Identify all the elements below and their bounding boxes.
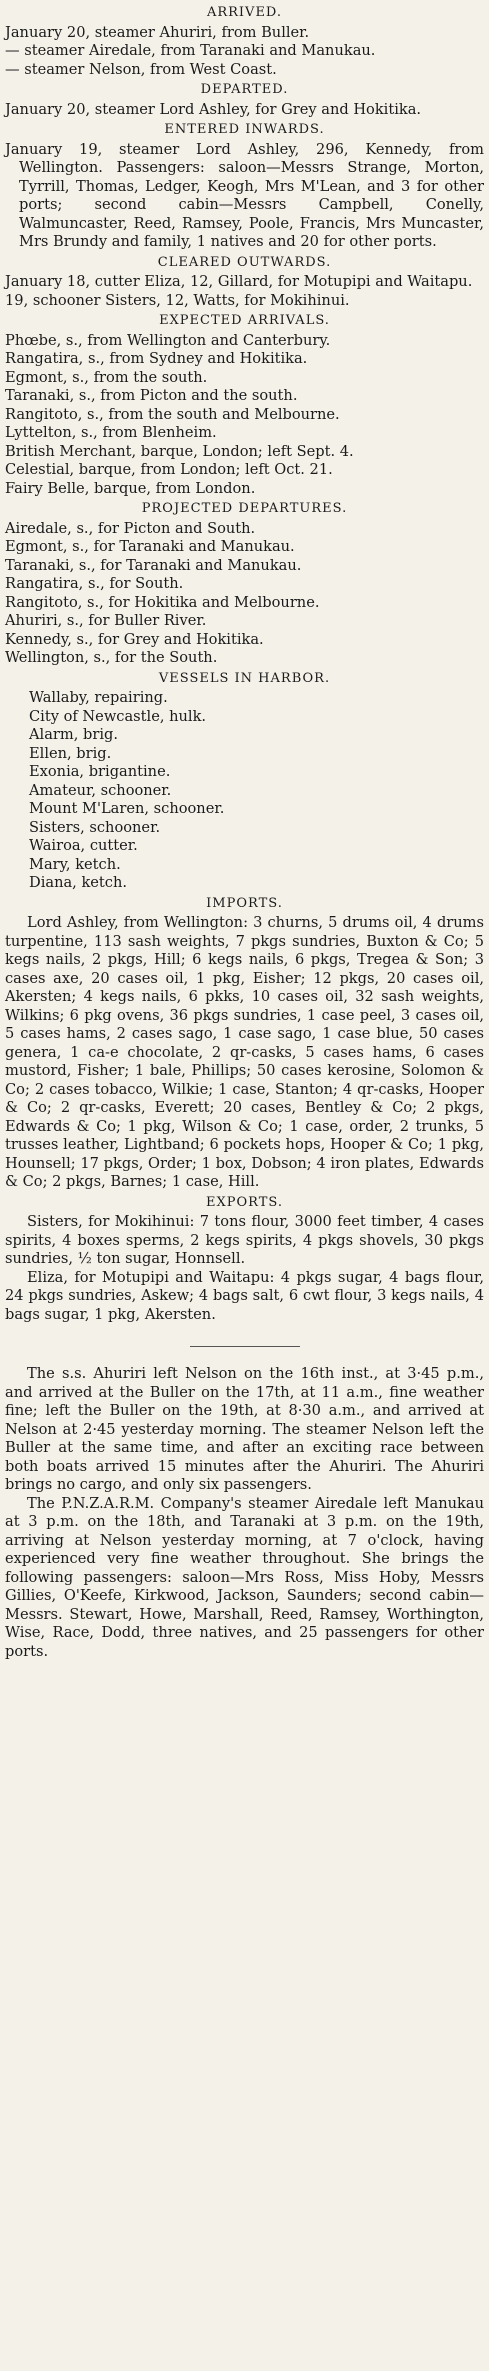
vessel-entry: Mount M'Laren, schooner. bbox=[29, 800, 225, 817]
exports-entry: Eliza, for Motupipi and Waitapu: 4 pkgs sugar, 4 bags flour, 24 pkgs sundries, Askew; 4 bags salt, 6 cwt flour, 3 kegs nails, 4 bags sugar, 1 pkg, Akersten. bbox=[5, 1268, 484, 1323]
section-heading: VESSELS IN HARBOR. bbox=[158, 670, 331, 686]
section-heading: ARRIVED. bbox=[206, 5, 283, 20]
imports-entry: Lord Ashley, from Wellington: 3 churns, 5 drums oil, 4 drums turpentine, 113 sash weights, 7 pkgs sundries, Buxton & Co; 5 kegs nails, 2 pkgs, Hill; 6 kegs nails, 6 pkgs, Tregea & Son; 3 cases axe, 20 cases oil, 1 pkg, Eisher; 12 pkgs, 20 cases oil, Akersten; 4 kegs nails, 6 pkks, 10 cases oil, 32 sash weights, Wilkins; 6 pkg ovens, 36 pkgs sundries, 1 case peel, 3 cases oil, 5 cases hams, 2 cases sago, 1 case sago, 1 case blue, 50 cases genera, 1 ca-e chocolate, 2 qr-casks, 5 cases hams, 6 cases mustord, Fisher; 1 bale, Phillips; 50 cases kerosine, Solomon & Co; 2 cases tobacco, Wilkie; 1 case, Stanton; 4 qr-casks, Hooper & Co; 2 qr-casks, Everett; 20 cases, Bentley & Co; 2 pkgs, Edwards & Co; 1 pkg, Wilson & Co; 1 case, order, 2 trunks, 5 trusses leather, Lightband; 6 pockets hops, Hooper & Co; 1 pkg, Hounsell; 17 pkgs, Order; 1 box, Dobson; 4 iron plates, Edwards & Co; 2 pkgs, Barnes; 1 case, Hill. bbox=[5, 914, 484, 1190]
projected-entry: Ahuriri, s., for Buller River. bbox=[5, 612, 207, 629]
section-heading: EXPECTED ARRIVALS. bbox=[159, 313, 330, 328]
expected-entry: Fairy Belle, barque, from London. bbox=[5, 479, 256, 497]
section-projected-departures bbox=[5, 500, 484, 668]
section-imports bbox=[5, 895, 484, 1192]
news-paragraph: The P.N.Z.A.R.M. Company's steamer Airedale left Manukau at 3 p.m. on the 18th, and Taranaki at 3 p.m. on the 19th, arriving at Nelson yesterday morning, at 7 o'clock, having experienced very fine weather throughout. She brings the following passengers: saloon—Mrs Ross, Miss Hoby, Messrs Gillies, O'Keefe, Kirkwood, Jackson, Saunders; second cabin—Messrs. Stewart, Howe, Marshall, Reed, Ramsey, Worthington, Wise, Race, Dodd, three natives, and 25 passengers for other ports. bbox=[5, 1494, 484, 1660]
projected-entry: Wellington, s., for the South. bbox=[5, 649, 218, 666]
arrival-entry: January 20, steamer Ahuriri, from Buller. bbox=[5, 23, 310, 41]
section-heading: DEPARTED. bbox=[200, 82, 289, 97]
section-heading: CLEARED OUTWARDS. bbox=[157, 254, 332, 270]
vessel-entry: Wallaby, repairing. bbox=[29, 689, 168, 706]
cleared-entry: January 18, cutter Eliza, 12, Gillard, for Motupipi and Waitapu. bbox=[5, 273, 473, 290]
projected-entry: Egmont, s., for Taranaki and Manukau. bbox=[5, 538, 295, 555]
vessel-entry: Ellen, brig. bbox=[29, 744, 112, 762]
exports-entry: Sisters, for Mokihinui: 7 tons flour, 3000 feet timber, 4 cases spirits, 4 boxes sperms, 2 kegs spirits, 4 pkgs shovels, 30 pkgs sundries, ½ ton sugar, Honnsell. bbox=[5, 1213, 484, 1267]
vessel-entry: Sisters, schooner. bbox=[29, 818, 161, 836]
expected-entry: Celestial, barque, from London; left Oct. 21. bbox=[5, 461, 333, 478]
expected-entry: Egmont, s., from the south. bbox=[5, 368, 208, 386]
expected-entry: British Merchant, barque, London; left Sept. 4. bbox=[5, 442, 354, 460]
section-divider bbox=[190, 1346, 300, 1347]
vessel-entry: Alarm, brig. bbox=[29, 726, 118, 743]
expected-entry: Rangatira, s., from Sydney and Hokitika. bbox=[5, 350, 308, 367]
news-paragraph: The s.s. Ahuriri left Nelson on the 16th inst., at 3·45 p.m., and arrived at the Buller on the 17th, at 11 a.m., fine weather fine; left the Buller on the 19th, at 8·30 a.m., and arrived at Nelson at 2·45 yesterday morning. The steamer Nelson left the Buller at the same time, and after an exciting race between both boats arrived 15 minutes after the Ahuriri. The Ahuriri brings no cargo, and only six passengers. bbox=[5, 1365, 484, 1493]
section-expected-arrivals bbox=[5, 312, 484, 498]
projected-entry: Rangitoto, s., for Hokitika and Melbourne. bbox=[5, 593, 320, 611]
projected-entry: Airedale, s., for Picton and South. bbox=[5, 519, 256, 537]
section-entered-inwards bbox=[5, 121, 484, 252]
section-heading: PROJECTED DEPARTURES. bbox=[141, 501, 348, 516]
vessel-entry: Mary, ketch. bbox=[29, 855, 121, 873]
arrival-entry: — steamer Nelson, from West Coast. bbox=[5, 60, 277, 78]
expected-entry: Phœbe, s., from Wellington and Canterbury. bbox=[5, 331, 331, 349]
section-arrived bbox=[5, 4, 484, 79]
expected-entry: Lyttelton, s., from Blenheim. bbox=[5, 424, 217, 441]
section-exports bbox=[5, 1194, 484, 1325]
departure-entry: January 20, steamer Lord Ashley, for Grey and Hokitika. bbox=[5, 100, 422, 118]
vessel-entry: Exonia, brigantine. bbox=[29, 763, 171, 780]
section-cleared-outwards bbox=[5, 254, 484, 311]
section-vessels-in-harbor bbox=[5, 670, 484, 893]
vessel-entry: Wairoa, cutter. bbox=[29, 837, 138, 854]
projected-entry: Taranaki, s., for Taranaki and Manukau. bbox=[5, 556, 302, 574]
projected-entry: Kennedy, s., for Grey and Hokitika. bbox=[5, 630, 264, 648]
vessel-entry: Diana, ketch. bbox=[29, 874, 128, 891]
section-heading: ENTERED INWARDS. bbox=[164, 122, 325, 137]
projected-entry: Rangatira, s., for South. bbox=[5, 575, 184, 592]
expected-entry: Taranaki, s., from Picton and the south. bbox=[5, 387, 298, 404]
cleared-entry: 19, schooner Sisters, 12, Watts, for Mokihinui. bbox=[5, 291, 350, 309]
entered-entry: January 19, steamer Lord Ashley, 296, Kennedy, from Wellington. Passengers: saloon—Messrs Strange, Morton, Tyrrill, Thomas, Ledger, Keogh, Mrs M'Lean, and 3 for other ports; second cabin—Messrs Campbell, Conelly, Walmuncaster, Reed, Ramsey, Poole, Francis, Mrs Muncaster, Mrs Brundy and family, 1 natives and 20 for other ports. bbox=[5, 140, 484, 250]
section-heading: IMPORTS. bbox=[206, 895, 283, 911]
section-departed bbox=[5, 81, 484, 119]
arrival-entry: — steamer Airedale, from Taranaki and Manukau. bbox=[5, 42, 376, 59]
section-shipping-news bbox=[5, 1365, 484, 1661]
vessel-entry: Amateur, schooner. bbox=[29, 781, 172, 799]
expected-entry: Rangitoto, s., from the south and Melbourne. bbox=[5, 405, 340, 423]
section-heading: EXPORTS. bbox=[206, 1194, 283, 1210]
vessel-entry: City of Newcastle, hulk. bbox=[29, 707, 207, 725]
